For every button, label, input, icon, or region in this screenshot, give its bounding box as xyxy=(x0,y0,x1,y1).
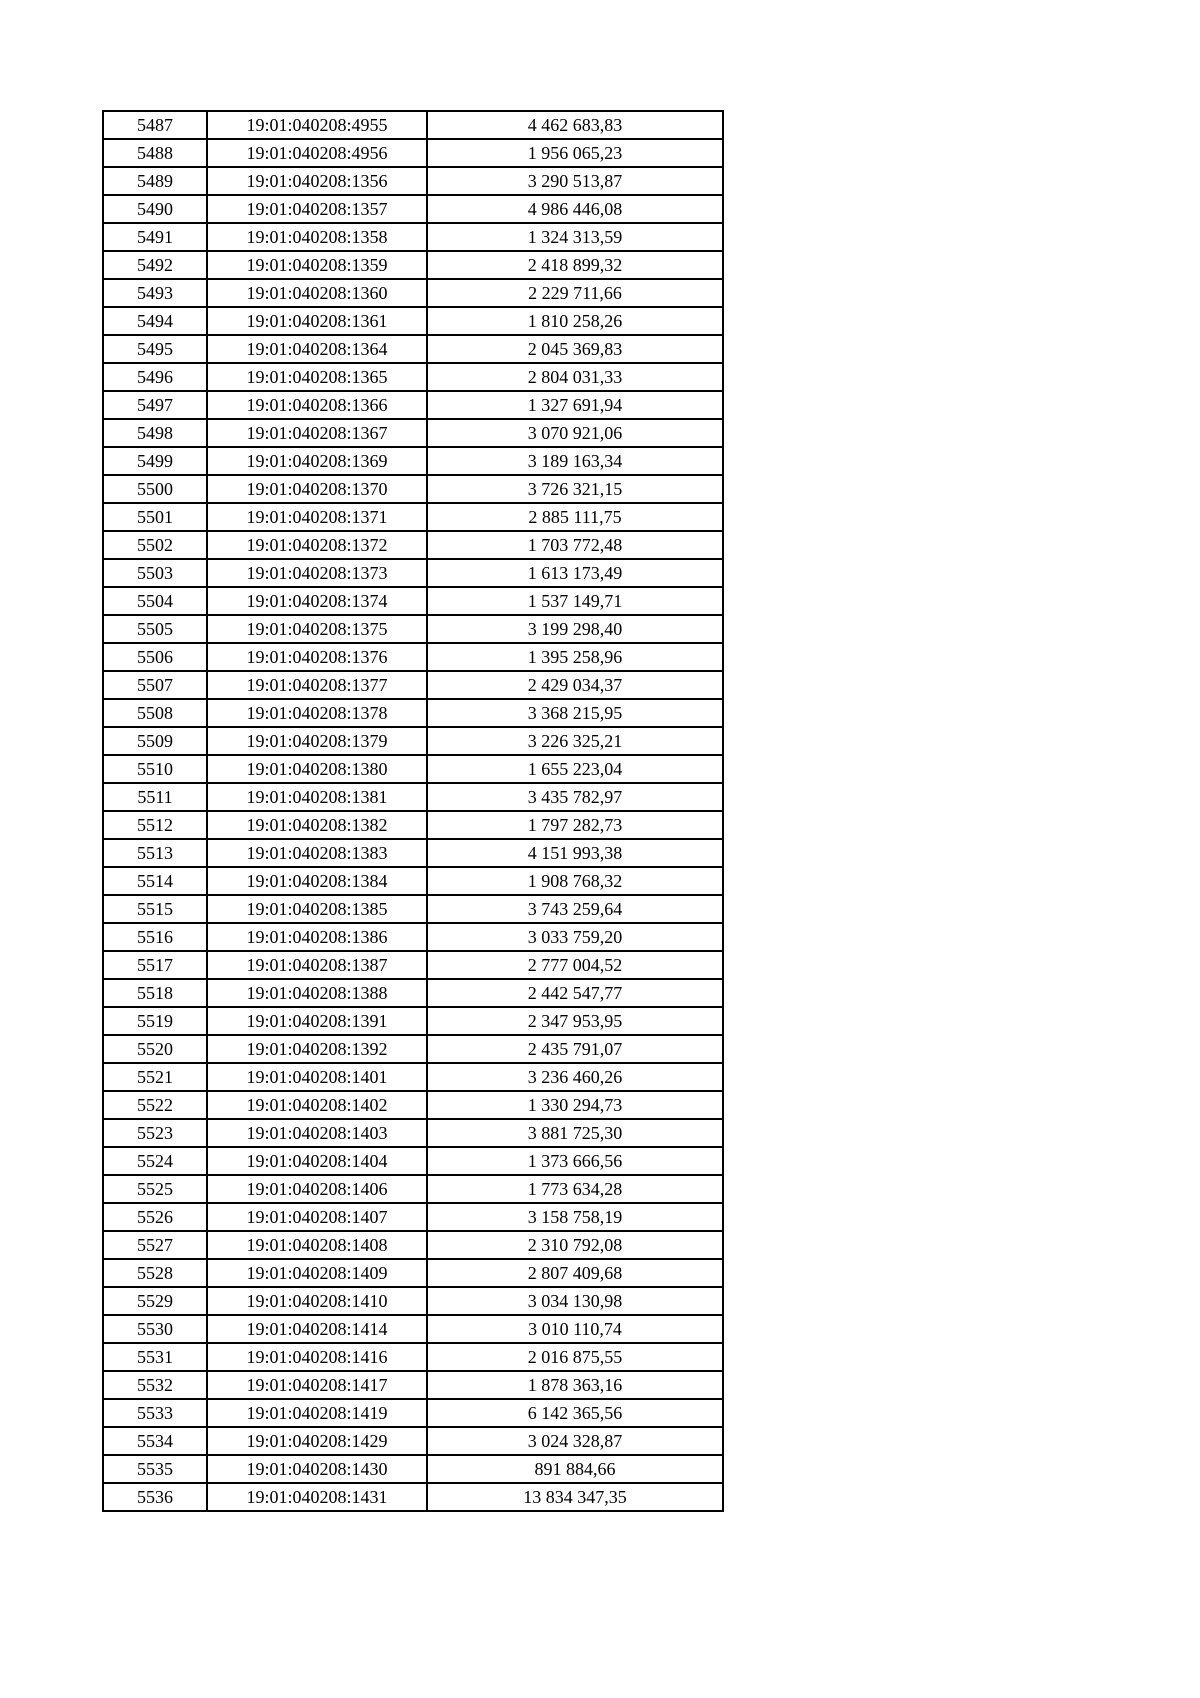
table-row xyxy=(103,363,723,391)
table-row xyxy=(103,923,723,951)
row-number-cell: 5525 xyxy=(103,1175,207,1203)
table-row xyxy=(103,1259,723,1287)
table-row xyxy=(103,1399,723,1427)
cadastral-value-cell: 2 429 034,37 xyxy=(427,671,723,699)
cadastral-number-cell: 19:01:040208:1379 xyxy=(207,727,427,755)
cadastral-value-cell: 3 010 110,74 xyxy=(427,1315,723,1343)
cadastral-number-cell: 19:01:040208:1359 xyxy=(207,251,427,279)
cadastral-value-cell: 3 024 328,87 xyxy=(427,1427,723,1455)
row-number-cell: 5504 xyxy=(103,587,207,615)
cadastral-number-cell: 19:01:040208:1416 xyxy=(207,1343,427,1371)
cadastral-number-cell: 19:01:040208:1357 xyxy=(207,195,427,223)
cadastral-number-cell: 19:01:040208:1376 xyxy=(207,643,427,671)
cadastral-number-cell: 19:01:040208:1414 xyxy=(207,1315,427,1343)
row-number-cell: 5496 xyxy=(103,363,207,391)
table-row xyxy=(103,391,723,419)
cadastral-number-cell: 19:01:040208:1417 xyxy=(207,1371,427,1399)
cadastral-value-cell: 4 151 993,38 xyxy=(427,839,723,867)
cadastral-number-cell: 19:01:040208:1388 xyxy=(207,979,427,1007)
cadastral-number-cell: 19:01:040208:1403 xyxy=(207,1119,427,1147)
row-number-cell: 5523 xyxy=(103,1119,207,1147)
cadastral-value-cell: 1 613 173,49 xyxy=(427,559,723,587)
row-number-cell: 5526 xyxy=(103,1203,207,1231)
table-row xyxy=(103,195,723,223)
cadastral-number-cell: 19:01:040208:1356 xyxy=(207,167,427,195)
table-row xyxy=(103,307,723,335)
table-row xyxy=(103,615,723,643)
cadastral-number-cell: 19:01:040208:1385 xyxy=(207,895,427,923)
table-row xyxy=(103,755,723,783)
row-number-cell: 5509 xyxy=(103,727,207,755)
table-body xyxy=(103,111,723,1511)
cadastral-number-cell: 19:01:040208:1358 xyxy=(207,223,427,251)
row-number-cell: 5488 xyxy=(103,139,207,167)
table-row xyxy=(103,1203,723,1231)
row-number-cell: 5507 xyxy=(103,671,207,699)
cadastral-number-cell: 19:01:040208:1419 xyxy=(207,1399,427,1427)
cadastral-value-cell: 2 807 409,68 xyxy=(427,1259,723,1287)
cadastral-number-cell: 19:01:040208:1409 xyxy=(207,1259,427,1287)
row-number-cell: 5499 xyxy=(103,447,207,475)
cadastral-value-cell: 2 442 547,77 xyxy=(427,979,723,1007)
table-row xyxy=(103,1175,723,1203)
cadastral-number-cell: 19:01:040208:1431 xyxy=(207,1483,427,1511)
cadastral-number-cell: 19:01:040208:1372 xyxy=(207,531,427,559)
table-row xyxy=(103,279,723,307)
cadastral-value-cell: 1 655 223,04 xyxy=(427,755,723,783)
row-number-cell: 5533 xyxy=(103,1399,207,1427)
cadastral-number-cell: 19:01:040208:1406 xyxy=(207,1175,427,1203)
cadastral-value-cell: 1 324 313,59 xyxy=(427,223,723,251)
cadastral-value-cell: 3 189 163,34 xyxy=(427,447,723,475)
row-number-cell: 5530 xyxy=(103,1315,207,1343)
cadastral-value-cell: 1 330 294,73 xyxy=(427,1091,723,1119)
cadastral-number-cell: 19:01:040208:1384 xyxy=(207,867,427,895)
table-row xyxy=(103,1035,723,1063)
table-row xyxy=(103,811,723,839)
row-number-cell: 5514 xyxy=(103,867,207,895)
cadastral-number-cell: 19:01:040208:1407 xyxy=(207,1203,427,1231)
cadastral-value-cell: 2 045 369,83 xyxy=(427,335,723,363)
cadastral-value-cell: 3 158 758,19 xyxy=(427,1203,723,1231)
cadastral-value-cell: 1 373 666,56 xyxy=(427,1147,723,1175)
cadastral-number-cell: 19:01:040208:1401 xyxy=(207,1063,427,1091)
table-row xyxy=(103,111,723,139)
table-row xyxy=(103,559,723,587)
cadastral-number-cell: 19:01:040208:1371 xyxy=(207,503,427,531)
row-number-cell: 5520 xyxy=(103,1035,207,1063)
cadastral-value-cell: 2 229 711,66 xyxy=(427,279,723,307)
cadastral-number-cell: 19:01:040208:1408 xyxy=(207,1231,427,1259)
row-number-cell: 5516 xyxy=(103,923,207,951)
row-number-cell: 5527 xyxy=(103,1231,207,1259)
row-number-cell: 5495 xyxy=(103,335,207,363)
cadastral-value-cell: 1 703 772,48 xyxy=(427,531,723,559)
cadastral-value-cell: 3 435 782,97 xyxy=(427,783,723,811)
table-row xyxy=(103,1455,723,1483)
row-number-cell: 5524 xyxy=(103,1147,207,1175)
cadastral-number-cell: 19:01:040208:1361 xyxy=(207,307,427,335)
cadastral-value-cell: 3 033 759,20 xyxy=(427,923,723,951)
row-number-cell: 5521 xyxy=(103,1063,207,1091)
cadastral-number-cell: 19:01:040208:1386 xyxy=(207,923,427,951)
row-number-cell: 5506 xyxy=(103,643,207,671)
cadastral-value-cell: 3 743 259,64 xyxy=(427,895,723,923)
table-row xyxy=(103,1315,723,1343)
row-number-cell: 5512 xyxy=(103,811,207,839)
cadastral-value-cell: 2 885 111,75 xyxy=(427,503,723,531)
row-number-cell: 5498 xyxy=(103,419,207,447)
row-number-cell: 5519 xyxy=(103,1007,207,1035)
cadastral-number-cell: 19:01:040208:4955 xyxy=(207,111,427,139)
row-number-cell: 5536 xyxy=(103,1483,207,1511)
cadastral-value-cell: 1 797 282,73 xyxy=(427,811,723,839)
table-row xyxy=(103,251,723,279)
cadastral-number-cell: 19:01:040208:1367 xyxy=(207,419,427,447)
cadastral-value-cell: 4 462 683,83 xyxy=(427,111,723,139)
table-row xyxy=(103,1371,723,1399)
row-number-cell: 5534 xyxy=(103,1427,207,1455)
table-row xyxy=(103,335,723,363)
table-row xyxy=(103,503,723,531)
cadastral-number-cell: 19:01:040208:1374 xyxy=(207,587,427,615)
cadastral-value-cell: 13 834 347,35 xyxy=(427,1483,723,1511)
table-row xyxy=(103,671,723,699)
table-row xyxy=(103,727,723,755)
cadastral-number-cell: 19:01:040208:1369 xyxy=(207,447,427,475)
row-number-cell: 5511 xyxy=(103,783,207,811)
cadastral-number-cell: 19:01:040208:1429 xyxy=(207,1427,427,1455)
cadastral-number-cell: 19:01:040208:1392 xyxy=(207,1035,427,1063)
cadastral-number-cell: 19:01:040208:1375 xyxy=(207,615,427,643)
table-row xyxy=(103,951,723,979)
cadastral-number-cell: 19:01:040208:1378 xyxy=(207,699,427,727)
row-number-cell: 5497 xyxy=(103,391,207,419)
row-number-cell: 5515 xyxy=(103,895,207,923)
table-row xyxy=(103,587,723,615)
cadastral-value-cell: 1 878 363,16 xyxy=(427,1371,723,1399)
cadastral-number-cell: 19:01:040208:1402 xyxy=(207,1091,427,1119)
table-row xyxy=(103,1287,723,1315)
table-row xyxy=(103,139,723,167)
row-number-cell: 5517 xyxy=(103,951,207,979)
cadastral-value-cell: 1 537 149,71 xyxy=(427,587,723,615)
cadastral-number-cell: 19:01:040208:1373 xyxy=(207,559,427,587)
cadastral-value-cell: 3 199 298,40 xyxy=(427,615,723,643)
cadastral-value-cell: 1 773 634,28 xyxy=(427,1175,723,1203)
table-row xyxy=(103,895,723,923)
cadastral-value-table xyxy=(102,110,724,1512)
row-number-cell: 5490 xyxy=(103,195,207,223)
cadastral-number-cell: 19:01:040208:1383 xyxy=(207,839,427,867)
table-row xyxy=(103,1063,723,1091)
cadastral-value-cell: 3 726 321,15 xyxy=(427,475,723,503)
cadastral-value-cell: 3 236 460,26 xyxy=(427,1063,723,1091)
cadastral-number-cell: 19:01:040208:1370 xyxy=(207,475,427,503)
row-number-cell: 5492 xyxy=(103,251,207,279)
cadastral-number-cell: 19:01:040208:1404 xyxy=(207,1147,427,1175)
table-row xyxy=(103,223,723,251)
cadastral-number-cell: 19:01:040208:1380 xyxy=(207,755,427,783)
cadastral-value-cell: 3 034 130,98 xyxy=(427,1287,723,1315)
table-row xyxy=(103,1147,723,1175)
cadastral-value-cell: 3 881 725,30 xyxy=(427,1119,723,1147)
cadastral-value-cell: 2 016 875,55 xyxy=(427,1343,723,1371)
cadastral-number-cell: 19:01:040208:1366 xyxy=(207,391,427,419)
cadastral-value-cell: 3 368 215,95 xyxy=(427,699,723,727)
row-number-cell: 5500 xyxy=(103,475,207,503)
row-number-cell: 5531 xyxy=(103,1343,207,1371)
table-row xyxy=(103,699,723,727)
cadastral-number-cell: 19:01:040208:1377 xyxy=(207,671,427,699)
table-row xyxy=(103,531,723,559)
cadastral-number-cell: 19:01:040208:1430 xyxy=(207,1455,427,1483)
row-number-cell: 5491 xyxy=(103,223,207,251)
row-number-cell: 5535 xyxy=(103,1455,207,1483)
table-row xyxy=(103,419,723,447)
table-row xyxy=(103,1231,723,1259)
cadastral-value-cell: 2 777 004,52 xyxy=(427,951,723,979)
cadastral-value-cell: 2 804 031,33 xyxy=(427,363,723,391)
table-row xyxy=(103,1091,723,1119)
cadastral-value-cell: 1 395 258,96 xyxy=(427,643,723,671)
cadastral-value-cell: 2 435 791,07 xyxy=(427,1035,723,1063)
table-row xyxy=(103,1343,723,1371)
table-row xyxy=(103,643,723,671)
cadastral-number-cell: 19:01:040208:4956 xyxy=(207,139,427,167)
table-row xyxy=(103,839,723,867)
row-number-cell: 5487 xyxy=(103,111,207,139)
cadastral-number-cell: 19:01:040208:1382 xyxy=(207,811,427,839)
cadastral-number-cell: 19:01:040208:1387 xyxy=(207,951,427,979)
table-row xyxy=(103,783,723,811)
cadastral-value-cell: 3 290 513,87 xyxy=(427,167,723,195)
cadastral-value-cell: 891 884,66 xyxy=(427,1455,723,1483)
cadastral-number-cell: 19:01:040208:1410 xyxy=(207,1287,427,1315)
cadastral-value-cell: 2 347 953,95 xyxy=(427,1007,723,1035)
cadastral-value-cell: 3 070 921,06 xyxy=(427,419,723,447)
cadastral-value-cell: 1 956 065,23 xyxy=(427,139,723,167)
cadastral-value-cell: 1 908 768,32 xyxy=(427,867,723,895)
cadastral-value-cell: 4 986 446,08 xyxy=(427,195,723,223)
row-number-cell: 5502 xyxy=(103,531,207,559)
row-number-cell: 5489 xyxy=(103,167,207,195)
document-table-container xyxy=(102,110,724,1512)
row-number-cell: 5518 xyxy=(103,979,207,1007)
row-number-cell: 5513 xyxy=(103,839,207,867)
row-number-cell: 5529 xyxy=(103,1287,207,1315)
cadastral-number-cell: 19:01:040208:1360 xyxy=(207,279,427,307)
table-row xyxy=(103,447,723,475)
cadastral-value-cell: 1 327 691,94 xyxy=(427,391,723,419)
row-number-cell: 5503 xyxy=(103,559,207,587)
cadastral-number-cell: 19:01:040208:1381 xyxy=(207,783,427,811)
cadastral-value-cell: 1 810 258,26 xyxy=(427,307,723,335)
table-row xyxy=(103,1007,723,1035)
table-row xyxy=(103,1427,723,1455)
table-row xyxy=(103,979,723,1007)
row-number-cell: 5493 xyxy=(103,279,207,307)
row-number-cell: 5510 xyxy=(103,755,207,783)
row-number-cell: 5508 xyxy=(103,699,207,727)
row-number-cell: 5528 xyxy=(103,1259,207,1287)
cadastral-number-cell: 19:01:040208:1364 xyxy=(207,335,427,363)
table-row xyxy=(103,167,723,195)
row-number-cell: 5505 xyxy=(103,615,207,643)
table-row xyxy=(103,1119,723,1147)
cadastral-number-cell: 19:01:040208:1391 xyxy=(207,1007,427,1035)
cadastral-value-cell: 6 142 365,56 xyxy=(427,1399,723,1427)
cadastral-value-cell: 2 418 899,32 xyxy=(427,251,723,279)
cadastral-number-cell: 19:01:040208:1365 xyxy=(207,363,427,391)
row-number-cell: 5494 xyxy=(103,307,207,335)
cadastral-value-cell: 2 310 792,08 xyxy=(427,1231,723,1259)
row-number-cell: 5532 xyxy=(103,1371,207,1399)
cadastral-value-cell: 3 226 325,21 xyxy=(427,727,723,755)
row-number-cell: 5522 xyxy=(103,1091,207,1119)
table-row xyxy=(103,867,723,895)
row-number-cell: 5501 xyxy=(103,503,207,531)
table-row xyxy=(103,475,723,503)
table-row xyxy=(103,1483,723,1511)
